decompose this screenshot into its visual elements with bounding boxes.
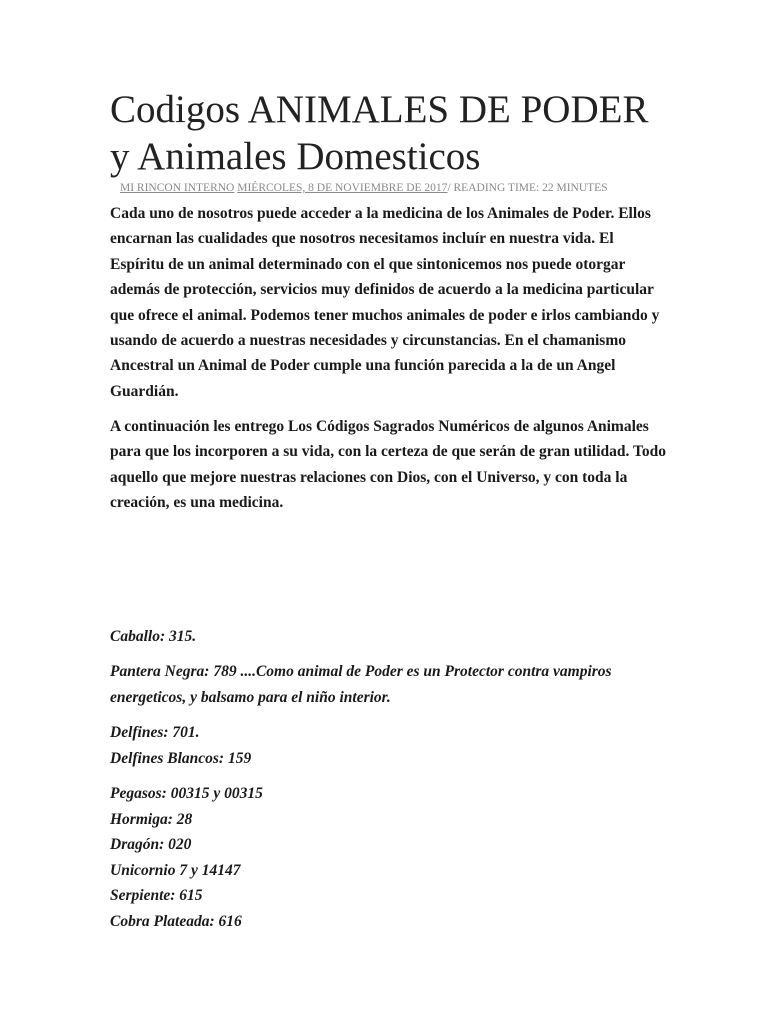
code-pantera-negra: Pantera Negra: 789 ....Como animal de Poder es un Protector contra vampiros energeticos, y balsamo para el niño interior. (110, 663, 612, 706)
code-unicornio: Unicornio 7 y 14147 (110, 861, 241, 879)
code-dragon: Dragón: 020 (110, 836, 192, 854)
code-serpiente: Serpiente: 615 (110, 887, 203, 905)
date-link[interactable]: MIÉRCOLES, 8 DE NOVIEMBRE DE 2017 (237, 182, 448, 194)
intro-paragraph: Cada uno de nosotros puede acceder a la medicina de los Animales de Poder. Ellos encarnan las cualidades que nosotros necesitamos incluír en nuestra vida. El Espíritu de un animal determinado con el que sintonicemos nos puede otorgar además de protección, servicios muy definidos de acuerdo a la medicina particular que ofrece el animal. Podemos tener muchos animales de poder e irlos cambiando y usando de acuerdo a nuestras necesidades y circunstancias. En el chamanismo Ancestral un Animal de Poder cumple una función parecida a la de un Angel Guardián. (110, 205, 660, 400)
meta-separator: / (447, 182, 451, 194)
code-delfines-blancos: Delfines Blancos: 159 (110, 749, 252, 767)
article-title: Codigos ANIMALES DE PODER y Animales Domesticos (110, 88, 649, 178)
codes-intro-paragraph: A continuación les entrego Los Códigos Sagrados Numéricos de algunos Animales para que los incorporen a su vida, con la certeza de que serán de gran utilidad. Todo aquello que mejore nuestras relaciones con Dios, con el Universo, y con toda la creación, es una medicina. (110, 418, 667, 512)
code-cobra-plateada: Cobra Plateada: 616 (110, 912, 242, 930)
reading-time: READING TIME: 22 MINUTES (453, 182, 608, 194)
code-caballo: Caballo: 315. (110, 628, 197, 645)
article-meta (120, 181, 608, 195)
code-hormiga: Hormiga: 28 (110, 810, 193, 828)
code-pegasos: Pegasos: 00315 y 00315 (110, 785, 263, 802)
code-list-group (110, 781, 670, 935)
code-delfines-group (110, 720, 670, 771)
author-link[interactable]: MI RINCON INTERNO (120, 182, 235, 194)
code-delfines: Delfines: 701. (110, 724, 200, 741)
